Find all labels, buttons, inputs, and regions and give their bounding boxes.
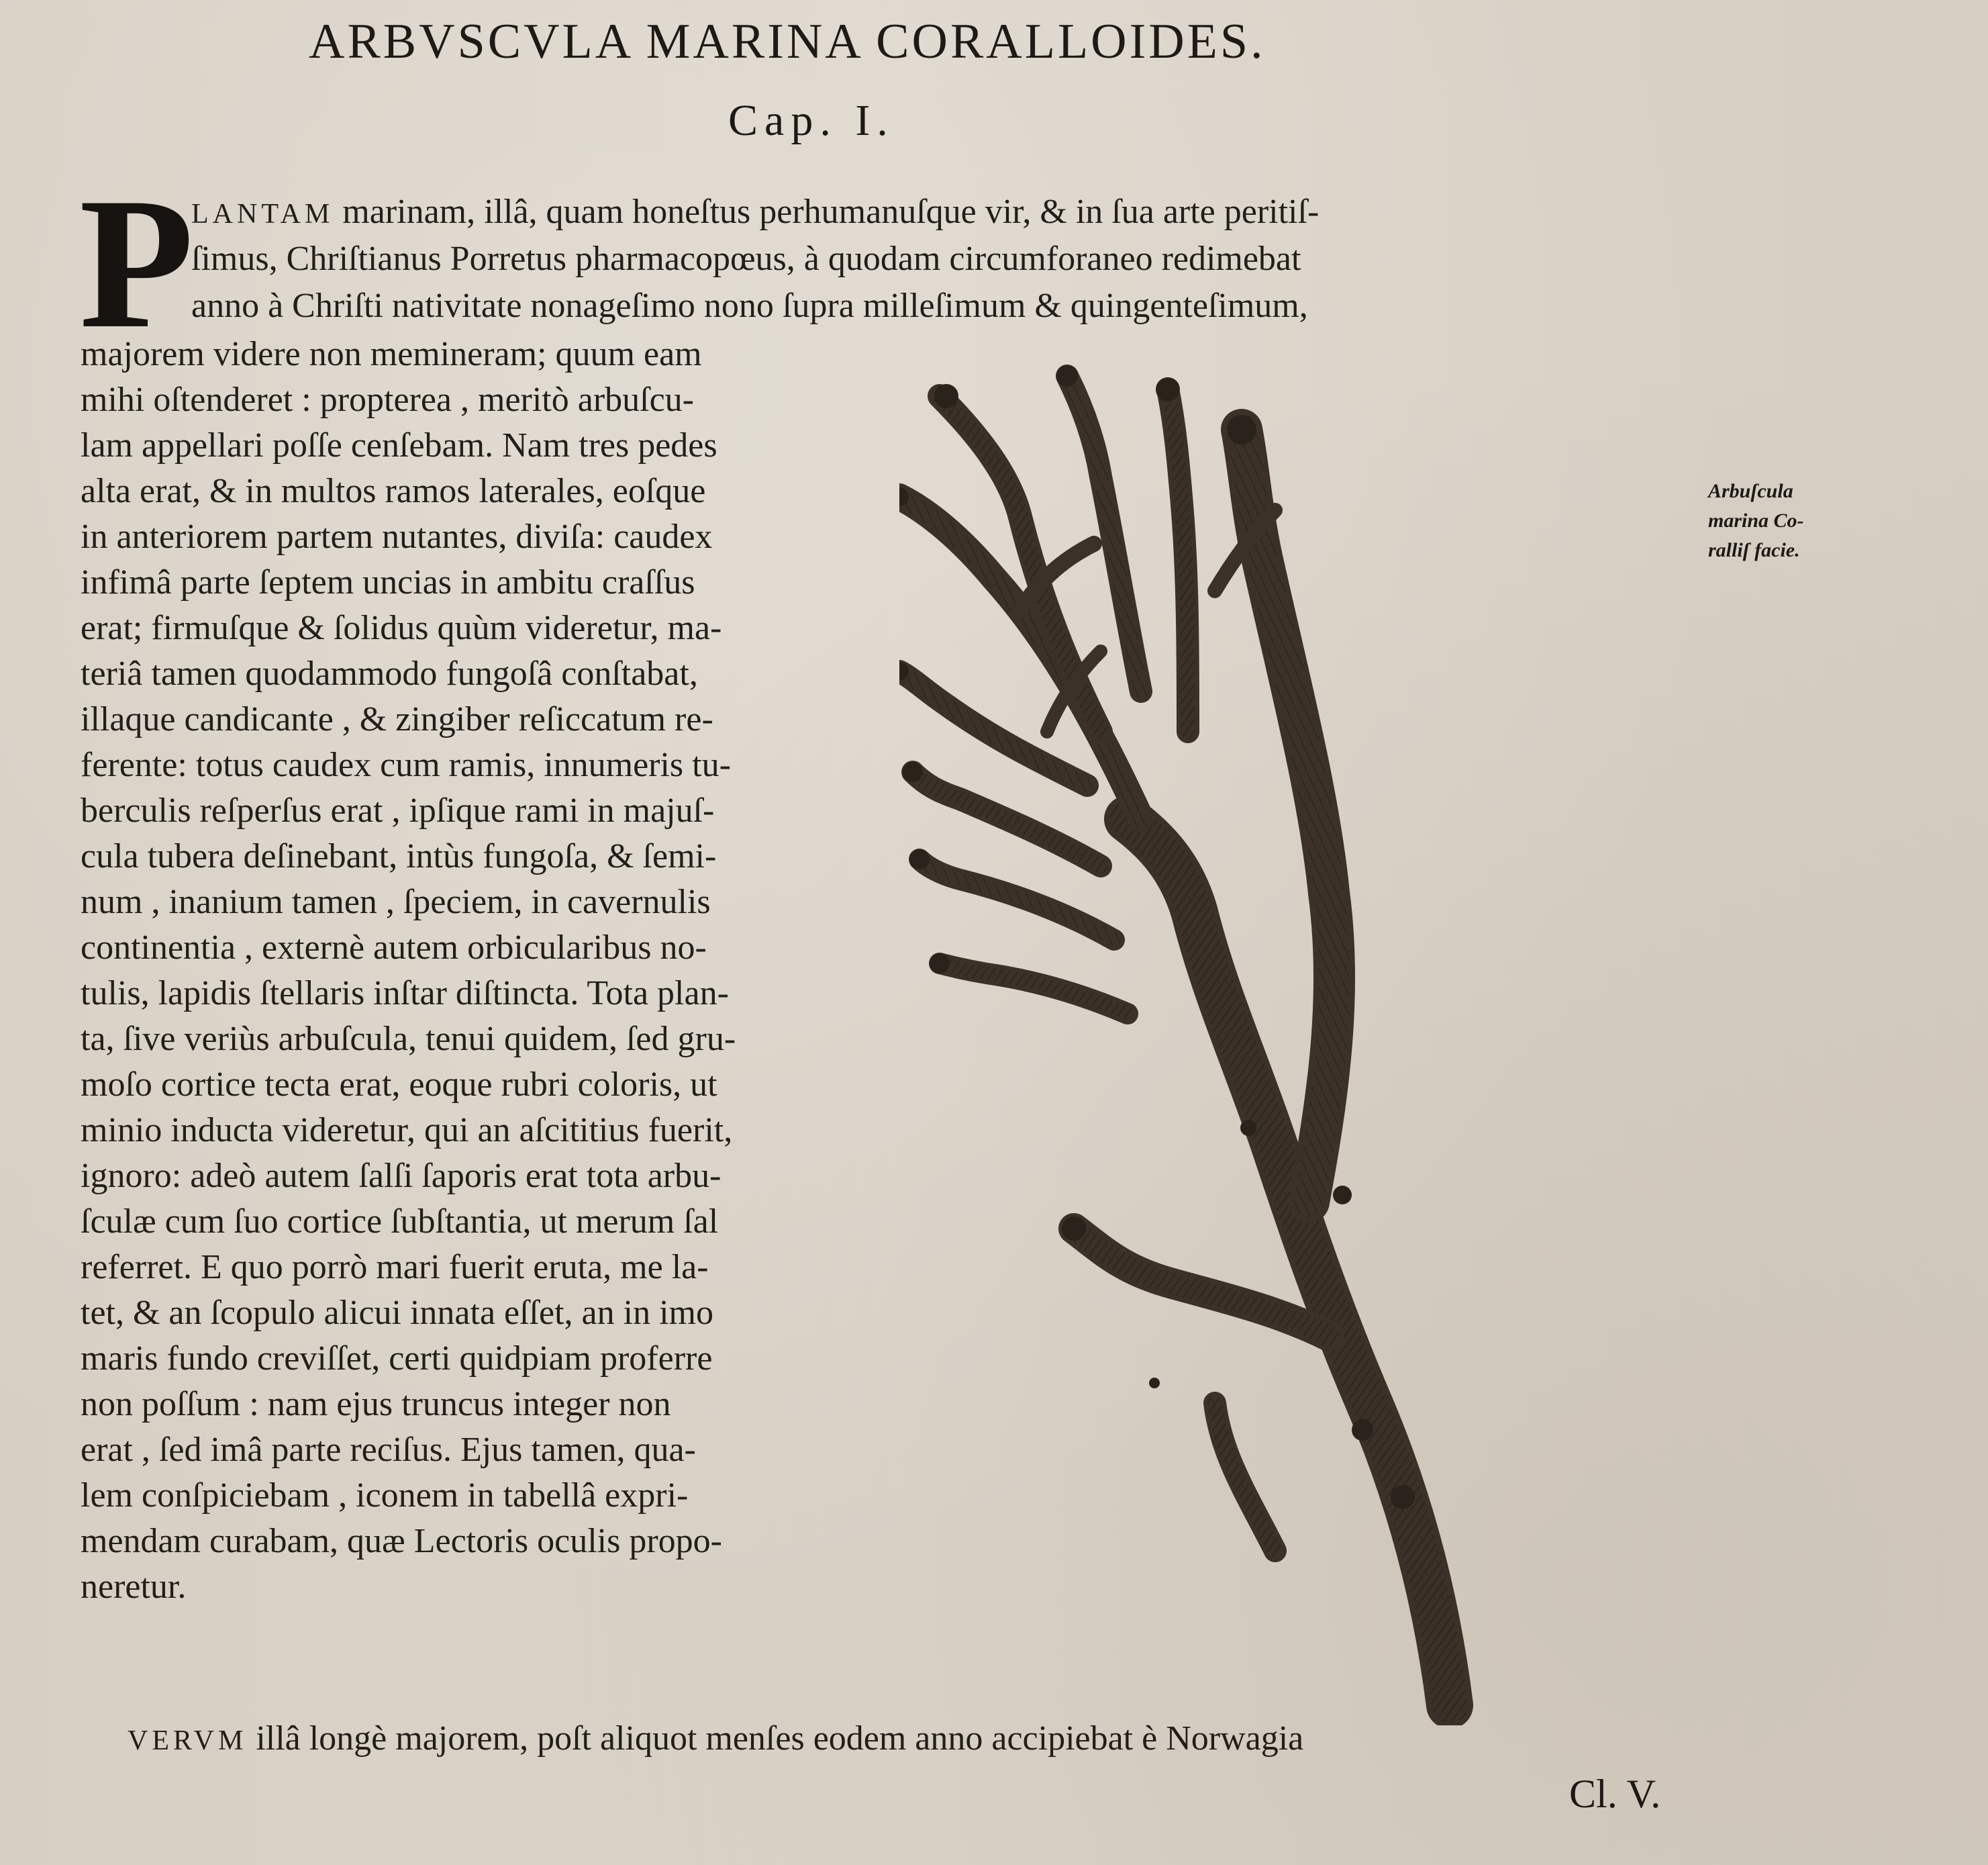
coral-woodcut-illustration — [899, 356, 1711, 1725]
margin-note-line-2: marina Co- — [1708, 510, 1804, 532]
text-line-10: erat; firmuſque & ſolidus quùm videretur, ma- — [81, 609, 722, 647]
text-line-29: lem conſpiciebam , iconem in tabellâ expri- — [81, 1476, 689, 1515]
text-line-21: minio inducta videretur, qui an aſcititius fuerit, — [81, 1111, 733, 1149]
text-line-17: continentia , externè autem orbicularibus no- — [81, 928, 707, 967]
text-line-20: moſo cortice tecta erat, eoque rubri coloris, ut — [81, 1065, 717, 1104]
text-line-1 — [191, 192, 1319, 234]
text-line-22: ignoro: adeò autem ſalſi ſaporis erat tota arbu- — [81, 1157, 722, 1195]
margin-note-line-1: Arbuſcula — [1708, 480, 1793, 502]
text-line-23: ſculæ cum ſuo cortice ſubſtantia, ut merum ſal — [81, 1202, 719, 1241]
text-line-12: illaque candicante , & zingiber reſiccatum re- — [81, 700, 713, 738]
text-line-9: infimâ parte ſeptem uncias in ambitu craſſus — [81, 563, 695, 602]
text-line-30: mendam curabam, quæ Lectoris oculis propo- — [81, 1522, 722, 1560]
page-title: ARBVSCVLA MARINA CORALLOIDES. — [309, 14, 1266, 69]
text-line-3: anno à Chriſti nativitate nonageſimo nono ſupra milleſimum & quingenteſimum, — [191, 287, 1308, 325]
text-line-5: mihi oſtenderet : propterea , meritò arbuſcu- — [81, 381, 694, 419]
text-line-28: erat , ſed imâ parte reciſus. Ejus tamen, qua- — [81, 1431, 696, 1469]
text-line-26: maris fundo creviſſet, certi quidpiam proferre — [81, 1339, 713, 1378]
text-line-13: ferente: totus caudex cum ramis, innumeris tu- — [81, 746, 731, 784]
chapter-heading: Cap. I. — [728, 96, 895, 145]
text-line-8: in anteriorem partem nutantes, diviſa: caudex — [81, 518, 713, 556]
drop-cap: P — [79, 158, 195, 367]
text-line-19: ta, ſive veriùs arbuſcula, tenui quidem, ſed gru- — [81, 1020, 736, 1058]
text-line-18: tulis, lapidis ſtellaris inſtar diſtincta. Tota plan- — [81, 974, 729, 1012]
text-line-27: non poſſum : nam ejus truncus integer non — [81, 1385, 671, 1423]
folio-signature: Cl. V. — [1569, 1772, 1661, 1816]
margin-note — [1708, 477, 1862, 565]
text-line-16: num , inanium tamen , ſpeciem, in cavernulis — [81, 883, 711, 921]
text-line-25: tet, & an ſcopulo alicui innata eſſet, an in imo — [81, 1294, 713, 1332]
text-line-7: alta erat, & in multos ramos laterales, eoſque — [81, 472, 706, 510]
text-line-1-rest: marinam, illâ, quam honeſtus perhumanuſque vir, & in ſua arte peritiſ- — [334, 193, 1320, 231]
text-line-4: majorem videre non memineram; quum eam — [81, 335, 702, 373]
text-line-24: referret. E quo porrò mari fuerit eruta, me la- — [81, 1248, 709, 1286]
opening-smallcaps: LANTAM — [191, 199, 334, 230]
text-line-6: lam appellari poſſe cenſebam. Nam tres pedes — [81, 426, 717, 465]
text-line-15: cula tubera deſinebant, intùs fungoſa, & ſemi- — [81, 837, 717, 875]
text-line-31: neretur. — [81, 1568, 187, 1606]
text-line-14: berculis reſperſus erat , ipſique rami in majuſ- — [81, 792, 715, 830]
second-para-rest: illâ longè majorem, poſt aliquot menſes eodem anno accipiebat è Norwagia — [247, 1719, 1304, 1758]
second-para-smallcaps: VERVM — [128, 1725, 248, 1756]
margin-note-line-3: ralliſ facie. — [1708, 539, 1800, 561]
text-line-2: ſimus, Chriſtianus Porretus pharmacopœus, à quodam circumforaneo redimebat — [191, 240, 1301, 278]
text-line-11: teriâ tamen quodammodo fungoſâ conſtabat, — [81, 655, 698, 693]
